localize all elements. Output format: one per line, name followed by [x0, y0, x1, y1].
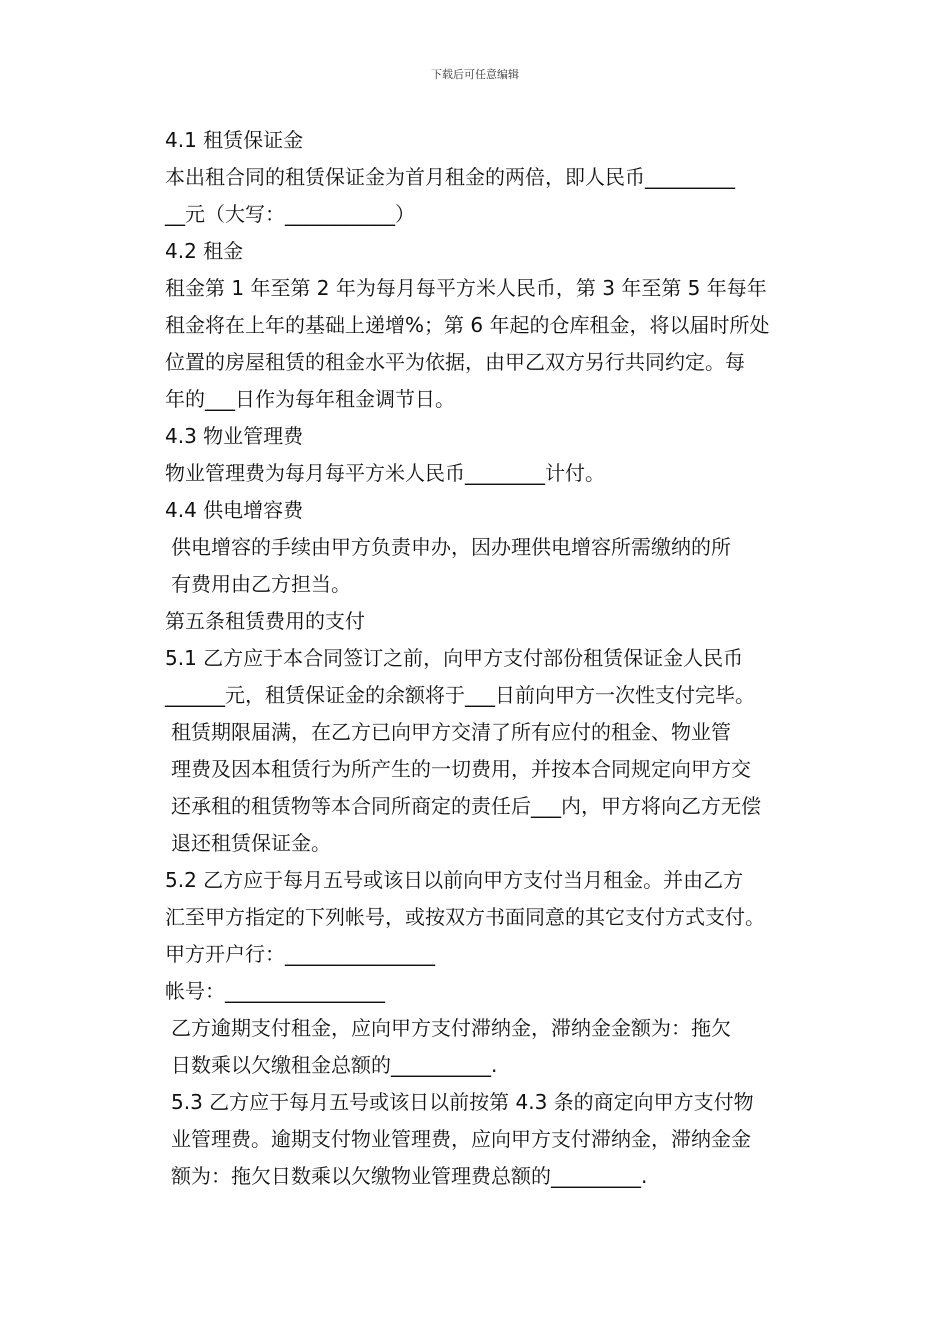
section-4-3-title: 4.3 物业管理费	[165, 424, 304, 448]
rent-paragraph: 租金第 1 年至第 2 年为每月每平方米人民币，第 3 年至第 5 年每年 租金将在上年的基础上递增%；第 6 年起的仓库租金，将以届时所处 位置的房屋租赁的租金水平为依据，由甲乙双方另行共同约定。每 年的___日作为每年租金调节日。	[165, 276, 770, 411]
power-capacity-paragraph: 供电增容的手续由甲方负责申办，因办理供电增容所需缴纳的所 有费用由乙方担当。	[171, 535, 731, 596]
account-line: 帐号：________________	[165, 979, 385, 1003]
section-4-2-title: 4.2 租金	[165, 239, 244, 263]
section-4-1-title: 4.1 租赁保证金	[165, 128, 304, 152]
bank-line: 甲方开户行：_______________	[165, 942, 435, 966]
deposit-refund-paragraph: 租赁期限届满，在乙方已向甲方交清了所有应付的租金、物业管 理费及因本租赁行为所产生的一切费用，并按本合同规定向甲方交 还承租的租赁物等本合同所商定的责任后___内，甲方将向乙方无偿 退还租赁保证金。	[171, 720, 761, 855]
property-fee-paragraph: 物业管理费为每月每平方米人民币________计付。	[165, 461, 605, 485]
section-5-1-paragraph: 5.1 乙方应于本合同签订之前，向甲方支付部份租赁保证金人民币 ______元，租赁保证金的余额将于___日前向甲方一次性支付完毕。	[165, 646, 755, 707]
section-5-3-paragraph: 5.3 乙方应于每月五号或该日以前按第 4.3 条的商定向甲方支付物 业管理费。逾期支付物业管理费，应向甲方支付滞纳金，滞纳金金 额为：拖欠日数乘以欠缴物业管理费总额的_________.	[171, 1090, 754, 1188]
section-4-4-title: 4.4 供电增容费	[165, 498, 304, 522]
document-body	[145, 122, 807, 1195]
section-5-2-paragraph: 5.2 乙方应于每月五号或该日以前向甲方支付当月租金。并由乙方 汇至甲方指定的下列帐号，或按双方书面同意的其它支付方式支付。	[165, 868, 765, 929]
late-rent-paragraph: 乙方逾期支付租金，应向甲方支付滞纳金，滞纳金金额为：拖欠 日数乘以欠缴租金总额的__________.	[171, 1016, 731, 1077]
article-5-title: 第五条租赁费用的支付	[165, 609, 365, 633]
page-header: 下载后可任意编辑	[431, 68, 519, 81]
deposit-paragraph: 本出租合同的租赁保证金为首月租金的两倍，即人民币_________ __元（大写：___________）	[165, 165, 735, 226]
